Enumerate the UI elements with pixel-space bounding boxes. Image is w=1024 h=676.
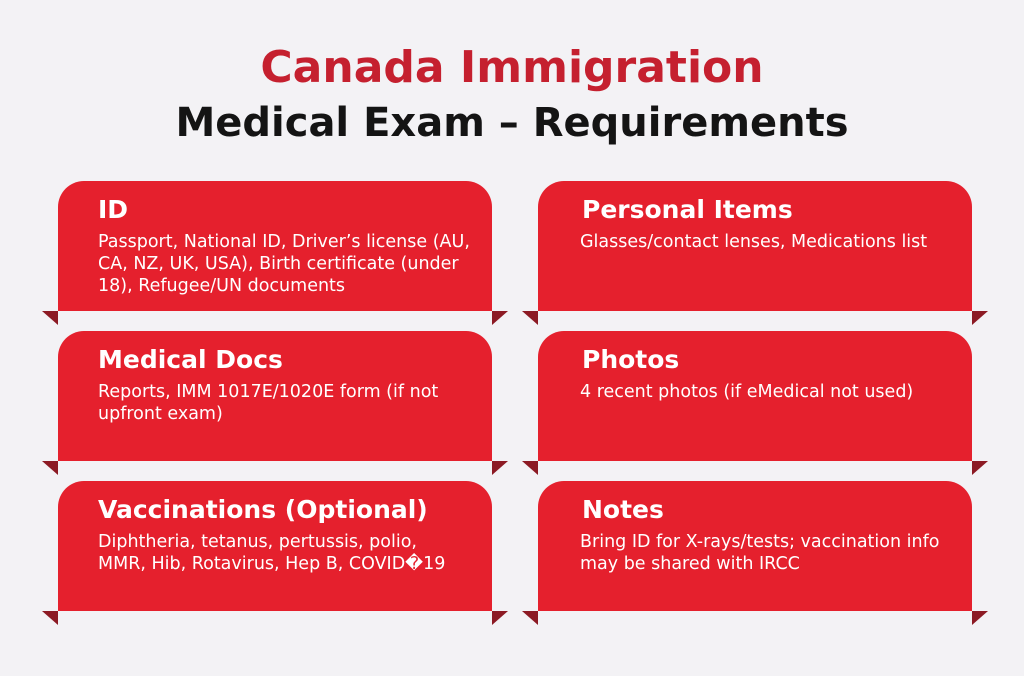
- card-body: [58, 181, 492, 311]
- card-body: [538, 481, 972, 611]
- page-subtitle: Medical Exam – Requirements: [175, 100, 849, 146]
- card-text: Diphtheria, tetanus, pertussis, polio, MMR, Hib, Rotavirus, Hep B, COVID�19: [98, 532, 446, 574]
- card-medical-docs: [58, 331, 492, 461]
- card-personal-items: [538, 181, 972, 311]
- card-text: Glasses/contact lenses, Medications list: [580, 232, 928, 252]
- card-heading: Vaccinations (Optional): [98, 495, 428, 524]
- card-vaccinations: [58, 481, 492, 611]
- card-photos: [538, 331, 972, 461]
- card-fold-right: [492, 611, 508, 625]
- card-id: [58, 181, 492, 311]
- card-fold-right: [972, 611, 988, 625]
- card-fold-left: [522, 311, 538, 325]
- card-fold-left: [522, 611, 538, 625]
- card-heading: Photos: [582, 345, 680, 374]
- card-fold-right: [492, 311, 508, 325]
- card-heading: ID: [98, 195, 129, 224]
- card-text: 4 recent photos (if eMedical not used): [580, 382, 914, 402]
- card-fold-left: [42, 311, 58, 325]
- card-body: [538, 331, 972, 461]
- card-fold-left: [522, 461, 538, 475]
- card-text: Passport, National ID, Driver’s license (AU, CA, NZ, UK, USA), Birth certificate (under 18), Refugee/UN documents: [98, 232, 470, 296]
- card-fold-right: [972, 461, 988, 475]
- card-notes: [538, 481, 972, 611]
- card-text: Reports, IMM 1017E/1020E form (if not upfront exam): [98, 382, 439, 424]
- card-heading: Personal Items: [582, 195, 793, 224]
- card-fold-left: [42, 461, 58, 475]
- card-fold-right: [492, 461, 508, 475]
- card-fold-left: [42, 611, 58, 625]
- card-body: [538, 181, 972, 311]
- page-title: Canada Immigration: [260, 42, 764, 93]
- card-body: [58, 481, 492, 611]
- card-text: Bring ID for X-rays/tests; vaccination info may be shared with IRCC: [580, 532, 940, 574]
- card-heading: Medical Docs: [98, 345, 283, 374]
- card-fold-right: [972, 311, 988, 325]
- card-heading: Notes: [582, 495, 664, 524]
- card-body: [58, 331, 492, 461]
